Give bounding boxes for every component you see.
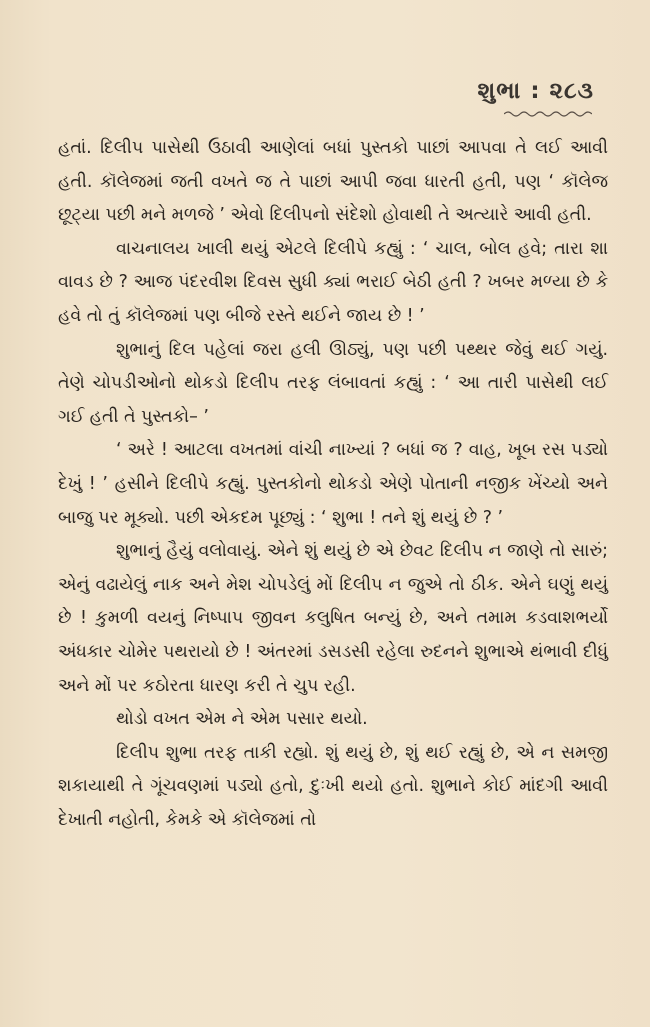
- header-ornament: [504, 110, 592, 118]
- paragraph: ‘ અરે ! આટલા વખતમાં વાંચી નાખ્યાં ? બધાં જ ? વાહ, ખૂબ રસ પડ્યો દેખું ! ’ હસીને દિલીપે કહ્યું. પુસ્તકોનો થોકડો એણે પોતાની નજીક ખેંચ્યો અને બાજુ પર મૂક્યો. પછી એકદમ પૂછ્યું : ‘ શુભા ! તને શું થયું છે ? ’: [58, 440, 608, 528]
- paragraph: દિલીપ શુભા તરફ તાકી રહ્યો. શું થયું છે, શું થઈ રહ્યું છે, એ ન સમજી શકાયાથી તે ગૂંચવણમાં પડ્યો હતો, દુઃખી થયો હતો. શુભાને કોઈ માંદગી આવી દેખાતી નહોતી, કેમકે એ કૉલેજમાં તો: [58, 742, 608, 830]
- paragraph: વાચનાલય ખાલી થયું એટલે દિલીપે કહ્યું : ‘ ચાલ, બોલ હવે; તારા શા વાવડ છે ? આજ પંદરવીશ દિવસ સુધી ક્યાં ભરાઈ બેઠી હતી ? ખબર મળ્યા છે કે હવે તો તું કૉલેજમાં પણ બીજે રસ્તે થઈને જાય છે ! ’: [58, 238, 608, 326]
- paragraph: શુભાનું દિલ પહેલાં જરા હલી ઊઠ્યું, પણ પછી પથ્થર જેવું થઈ ગયું. તેણે ચોપડીઓનો થોકડો દિલીપ તરફ લંબાવતાં કહ્યું : ‘ આ તારી પાસેથી લઈ ગઈ હતી તે પુસ્તકો– ’: [58, 339, 608, 427]
- body-text: [58, 132, 608, 837]
- running-header: શુભા : ૨૮૩: [477, 78, 594, 104]
- paragraph: શુભાનું હૈયું વલોવાયું. એને શું થયું છે એ છેવટ દિલીપ ન જાણે તો સારું; એનું વઢાયેલું નાક અને મેશ ચોપડેલું મોં દિલીપ ન જુએ તો ઠીક. એને ઘણું થયું છે ! કુમળી વયનું નિષ્પાપ જીવન કલુષિત બન્યું છે, અને તમામ કડવાશભર્યો અંધકાર ચોમેર પથરાયો છે ! અંતરમાં ડસડસી રહેલા રુદનને શુભાએ થંભાવી દીધું અને મોં પર કઠોરતા ધારણ કરી તે ચુપ રહી.: [58, 541, 608, 696]
- paragraph: હતાં. દિલીપ પાસેથી ઉઠાવી આણેલાં બધાં પુસ્તકો પાછાં આપવા તે લઈ આવી હતી. કૉલેજમાં જતી વખતે જ તે પાછાં આપી જવા ધારતી હતી, પણ ‘ કૉલેજ છૂટ્યા પછી મને મળજે ’ એવો દિલીપનો સંદેશો હોવાથી તે અત્યારે આવી હતી.: [58, 138, 608, 226]
- paragraph: થોડો વખત એમ ને એમ પસાર થયો.: [116, 709, 368, 730]
